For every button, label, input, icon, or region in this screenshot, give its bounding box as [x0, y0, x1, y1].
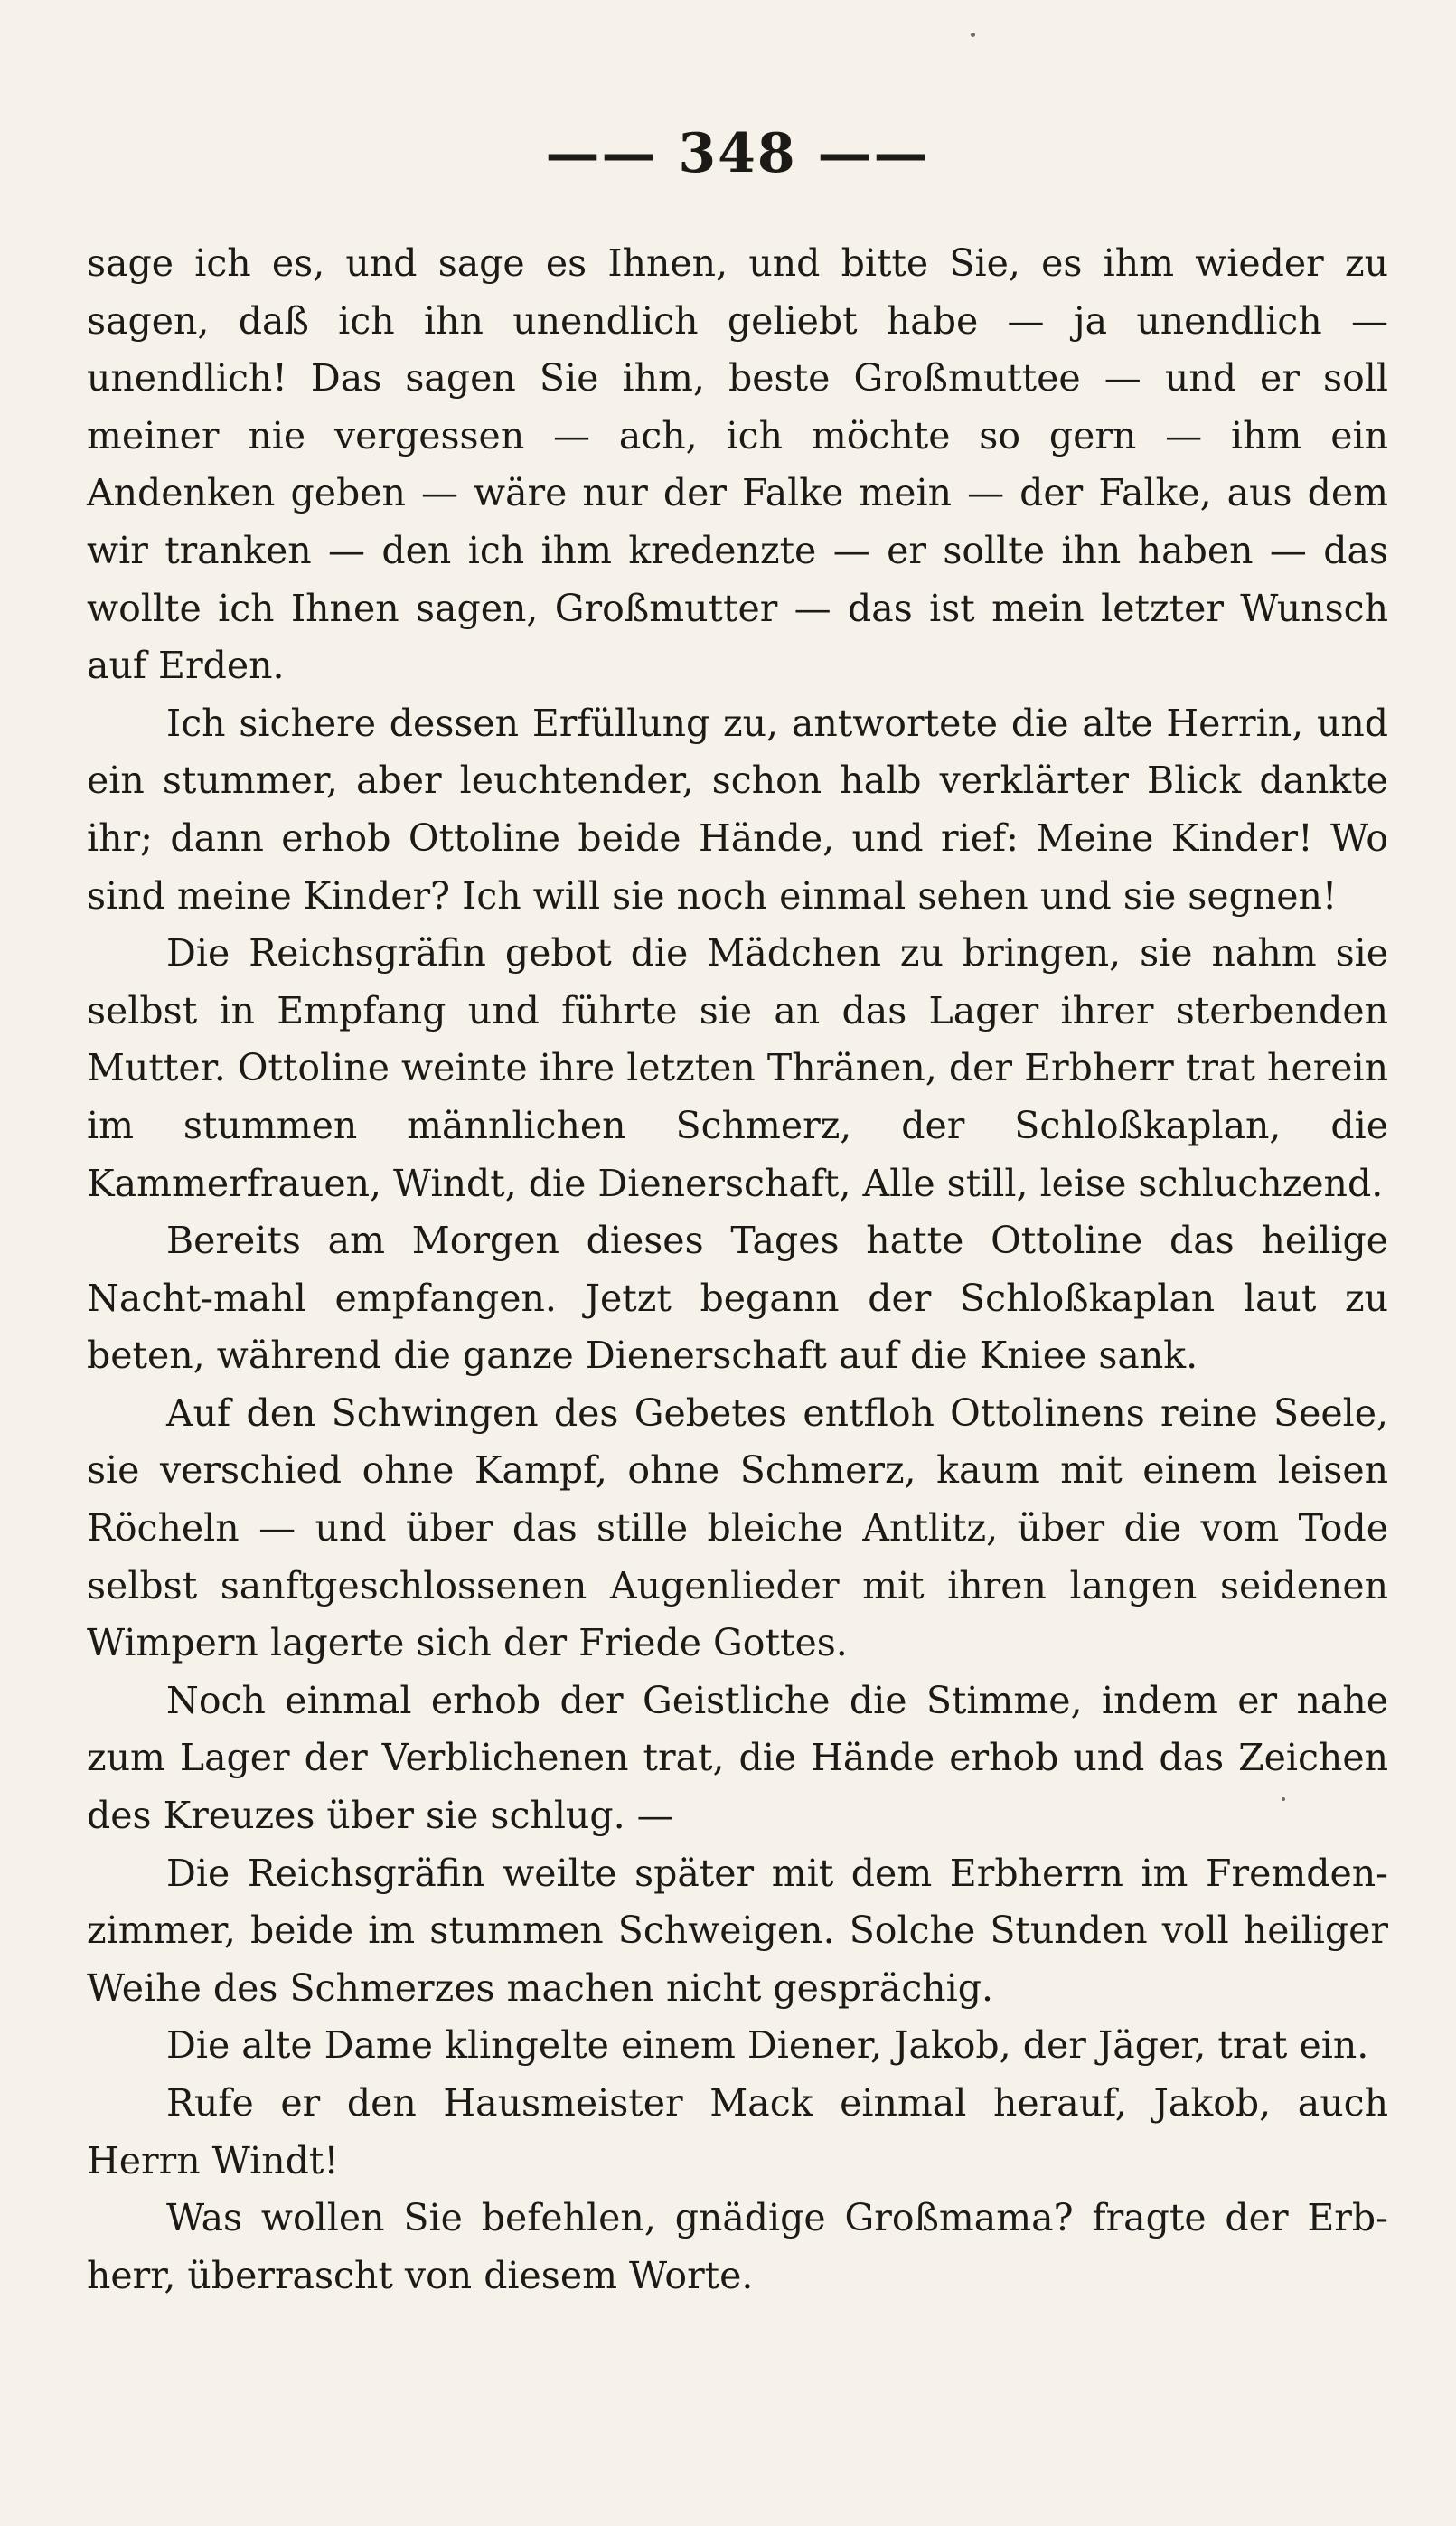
paragraph: Was wollen Sie befehlen, gnädige Großmama? fragte der Erb-herr, überrascht von diesem Worte. — [87, 2196, 1388, 2297]
paragraph: Die Reichsgräfin gebot die Mädchen zu bringen, sie nahm sie selbst in Empfang und führte sie an das Lager ihrer sterbenden Mutter. Ottoline weinte ihre letzten Thränen, der Erbherr trat herein im stummen männlichen Schmerz, der Schloßkaplan, die Kammerfrauen, Windt, die Dienerschaft, Alle still, leise schluchzend. — [87, 931, 1388, 1205]
paragraph: sage ich es, und sage es Ihnen, und bitte Sie, es ihm wieder zu sagen, daß ich ihn unendlich geliebt habe — ja unendlich — unendlich! Das sagen Sie ihm, beste Großmuttee — und er soll meiner nie vergessen — ach, ich möchte so gern — ihm ein Andenken geben — wäre nur der Falke mein — der Falke, aus dem wir tranken — den ich ihm kredenzte — er sollte ihn haben — das wollte ich Ihnen sagen, Großmutter — das ist mein letzter Wunsch auf Erden. — [87, 241, 1388, 688]
page-number: —— 348 —— — [545, 122, 930, 185]
paragraph: Rufe er den Hausmeister Mack einmal herauf, Jakob, auch Herrn Windt! — [87, 2081, 1388, 2182]
book-page — [87, 118, 1388, 2305]
paragraph: Noch einmal erhob der Geistliche die Stimme, indem er nahe zum Lager der Verblichenen trat, die Hände erhob und das Zeichen des Kreuzes über sie schlug. — — [87, 1678, 1388, 1838]
paper-speck — [971, 33, 975, 37]
paragraph: Bereits am Morgen dieses Tages hatte Ottoline das heilige Nacht-mahl empfangen. Jetzt begann der Schloßkaplan laut zu beten, während die ganze Dienerschaft auf die Kniee sank. — [87, 1219, 1388, 1378]
paragraph: Die alte Dame klingelte einem Diener, Jakob, der Jäger, trat ein. — [166, 2023, 1369, 2068]
paragraph: Auf den Schwingen des Gebetes entfloh Ottolinens reine Seele, sie verschied ohne Kampf, ohne Schmerz, kaum mit einem leisen Röcheln — und über das stille bleiche Antlitz, über die vom Tode selbst sanftgeschlossenen Augenlieder mit ihren langen seidenen Wimpern lagerte sich der Friede Gottes. — [87, 1390, 1388, 1665]
paragraph: Die Reichsgräfin weilte später mit dem Erbherrn im Fremden-zimmer, beide im stummen Schweigen. Solche Stunden voll heiliger Weihe des Schmerzes machen nicht gesprächig. — [87, 1851, 1388, 2010]
page-text-body — [87, 235, 1388, 2305]
paragraph: Ich sichere dessen Erfüllung zu, antwortete die alte Herrin, und ein stummer, aber leuchtender, schon halb verklärter Blick dankte ihr; dann erhob Ottoline beide Hände, und rief: Meine Kinder! Wo sind meine Kinder? Ich will sie noch einmal sehen und sie segnen! — [87, 701, 1388, 918]
